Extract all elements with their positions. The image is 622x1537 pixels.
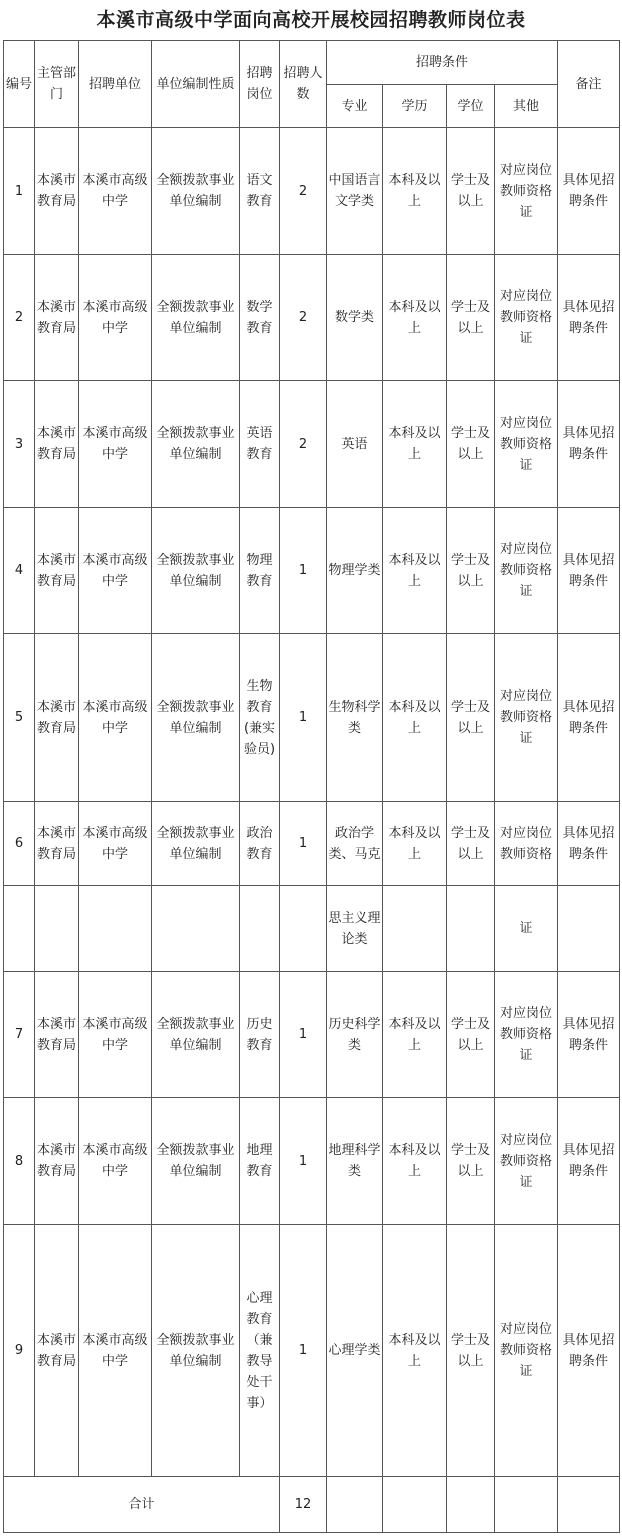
cell-dept: 本溪市教育局 <box>35 1098 79 1225</box>
cell-major: 历史科学类 <box>327 972 383 1098</box>
cell-dept: 本溪市教育局 <box>35 972 79 1098</box>
cell-nature: 全额拨款事业单位编制 <box>152 634 240 802</box>
table-row <box>4 381 620 508</box>
cell-post: 历史教育 <box>240 972 280 1098</box>
cell-unit: 本溪市高级中学 <box>79 802 152 886</box>
cell-dept: 本溪市教育局 <box>35 128 79 255</box>
cell-nature: 全额拨款事业单位编制 <box>152 255 240 381</box>
cell-count: 1 <box>280 634 327 802</box>
table-row <box>4 255 620 381</box>
cell-count: 1 <box>280 972 327 1098</box>
table-row <box>4 1225 620 1477</box>
cell-dept: 本溪市教育局 <box>35 1225 79 1477</box>
cell-post: 数学教育 <box>240 255 280 381</box>
cell-unit: 本溪市高级中学 <box>79 1225 152 1477</box>
cell-education: 本科及以上 <box>383 255 447 381</box>
empty-cell <box>383 1477 447 1533</box>
cell-education: 本科及以上 <box>383 1098 447 1225</box>
cell-major: 生物科学类 <box>327 634 383 802</box>
cell-nature: 全额拨款事业单位编制 <box>152 802 240 886</box>
cell-degree <box>447 886 495 972</box>
table-row <box>4 508 620 634</box>
cell-degree: 学士及以上 <box>447 1098 495 1225</box>
cell-dept: 本溪市教育局 <box>35 508 79 634</box>
cell-degree: 学士及以上 <box>447 381 495 508</box>
cell-education: 本科及以上 <box>383 972 447 1098</box>
cell-dept: 本溪市教育局 <box>35 255 79 381</box>
cell-count: 2 <box>280 381 327 508</box>
header-row <box>4 41 620 85</box>
cell-no: 6 <box>4 802 35 886</box>
cell-degree: 学士及以上 <box>447 802 495 886</box>
cell-no <box>4 886 35 972</box>
table-row <box>4 1098 620 1225</box>
header-no: 编号 <box>4 41 35 128</box>
empty-cell <box>327 1477 383 1533</box>
header-conditions: 招聘条件 <box>327 41 558 85</box>
cell-no: 5 <box>4 634 35 802</box>
cell-dept <box>35 886 79 972</box>
total-count: 12 <box>280 1477 327 1533</box>
cell-no: 4 <box>4 508 35 634</box>
cell-degree: 学士及以上 <box>447 634 495 802</box>
cell-no: 1 <box>4 128 35 255</box>
header-education: 学历 <box>383 85 447 128</box>
header-remark: 备注 <box>558 41 620 128</box>
cell-no: 2 <box>4 255 35 381</box>
cell-education: 本科及以上 <box>383 802 447 886</box>
page-title: 本溪市高级中学面向高校开展校园招聘教师岗位表 <box>96 9 526 31</box>
header-count: 招聘人数 <box>280 41 327 128</box>
total-row <box>4 1477 620 1533</box>
cell-unit <box>79 886 152 972</box>
cell-remark: 具体见招聘条件 <box>558 802 620 886</box>
cell-degree: 学士及以上 <box>447 508 495 634</box>
cell-post: 地理教育 <box>240 1098 280 1225</box>
cell-degree: 学士及以上 <box>447 128 495 255</box>
table-row <box>4 128 620 255</box>
cell-post: 物理教育 <box>240 508 280 634</box>
cell-dept: 本溪市教育局 <box>35 634 79 802</box>
cell-remark: 具体见招聘条件 <box>558 255 620 381</box>
cell-post: 政治教育 <box>240 802 280 886</box>
cell-major: 中国语言文学类 <box>327 128 383 255</box>
table-row <box>4 886 620 972</box>
cell-count: 2 <box>280 128 327 255</box>
cell-major: 英语 <box>327 381 383 508</box>
cell-major: 心理学类 <box>327 1225 383 1477</box>
header-degree: 学位 <box>447 85 495 128</box>
cell-nature: 全额拨款事业单位编制 <box>152 1225 240 1477</box>
cell-no: 9 <box>4 1225 35 1477</box>
cell-unit: 本溪市高级中学 <box>79 508 152 634</box>
cell-count: 2 <box>280 255 327 381</box>
header-unit: 招聘单位 <box>79 41 152 128</box>
cell-count <box>280 886 327 972</box>
cell-degree: 学士及以上 <box>447 1225 495 1477</box>
cell-major: 数学类 <box>327 255 383 381</box>
cell-post: 生物教育(兼实验员) <box>240 634 280 802</box>
cell-remark <box>558 886 620 972</box>
cell-other: 对应岗位教师资格证 <box>495 508 558 634</box>
header-other: 其他 <box>495 85 558 128</box>
cell-education: 本科及以上 <box>383 381 447 508</box>
cell-major: 政治学类、马克 <box>327 802 383 886</box>
cell-no: 8 <box>4 1098 35 1225</box>
cell-nature: 全额拨款事业单位编制 <box>152 972 240 1098</box>
cell-other: 对应岗位教师资格证 <box>495 381 558 508</box>
cell-nature: 全额拨款事业单位编制 <box>152 1098 240 1225</box>
cell-other: 对应岗位教师资格 <box>495 802 558 886</box>
cell-nature: 全额拨款事业单位编制 <box>152 508 240 634</box>
header-nature: 单位编制性质 <box>152 41 240 128</box>
cell-other: 对应岗位教师资格证 <box>495 255 558 381</box>
cell-count: 1 <box>280 1098 327 1225</box>
cell-other: 对应岗位教师资格证 <box>495 972 558 1098</box>
cell-remark: 具体见招聘条件 <box>558 972 620 1098</box>
total-label: 合计 <box>4 1477 280 1533</box>
cell-remark: 具体见招聘条件 <box>558 634 620 802</box>
cell-remark: 具体见招聘条件 <box>558 1225 620 1477</box>
cell-unit: 本溪市高级中学 <box>79 972 152 1098</box>
header-major: 专业 <box>327 85 383 128</box>
cell-remark: 具体见招聘条件 <box>558 1098 620 1225</box>
cell-nature: 全额拨款事业单位编制 <box>152 128 240 255</box>
cell-major: 思主义理论类 <box>327 886 383 972</box>
cell-unit: 本溪市高级中学 <box>79 634 152 802</box>
recruitment-table <box>3 40 620 1533</box>
cell-education: 本科及以上 <box>383 508 447 634</box>
cell-education <box>383 886 447 972</box>
cell-major: 地理科学类 <box>327 1098 383 1225</box>
cell-unit: 本溪市高级中学 <box>79 255 152 381</box>
header-dept: 主管部门 <box>35 41 79 128</box>
cell-nature <box>152 886 240 972</box>
cell-no: 3 <box>4 381 35 508</box>
cell-degree: 学士及以上 <box>447 255 495 381</box>
cell-remark: 具体见招聘条件 <box>558 508 620 634</box>
empty-cell <box>495 1477 558 1533</box>
cell-unit: 本溪市高级中学 <box>79 381 152 508</box>
cell-major: 物理学类 <box>327 508 383 634</box>
cell-post <box>240 886 280 972</box>
cell-count: 1 <box>280 508 327 634</box>
cell-education: 本科及以上 <box>383 128 447 255</box>
table-row <box>4 802 620 886</box>
cell-dept: 本溪市教育局 <box>35 802 79 886</box>
cell-other: 证 <box>495 886 558 972</box>
cell-degree: 学士及以上 <box>447 972 495 1098</box>
cell-other: 对应岗位教师资格证 <box>495 1225 558 1477</box>
cell-unit: 本溪市高级中学 <box>79 128 152 255</box>
cell-other: 对应岗位教师资格证 <box>495 1098 558 1225</box>
cell-count: 1 <box>280 802 327 886</box>
cell-dept: 本溪市教育局 <box>35 381 79 508</box>
cell-post: 语文教育 <box>240 128 280 255</box>
table-row <box>4 972 620 1098</box>
cell-education: 本科及以上 <box>383 1225 447 1477</box>
cell-other: 对应岗位教师资格证 <box>495 634 558 802</box>
cell-remark: 具体见招聘条件 <box>558 128 620 255</box>
empty-cell <box>558 1477 620 1533</box>
cell-post: 英语教育 <box>240 381 280 508</box>
table-row <box>4 634 620 802</box>
cell-remark: 具体见招聘条件 <box>558 381 620 508</box>
cell-nature: 全额拨款事业单位编制 <box>152 381 240 508</box>
cell-other: 对应岗位教师资格证 <box>495 128 558 255</box>
cell-unit: 本溪市高级中学 <box>79 1098 152 1225</box>
cell-education: 本科及以上 <box>383 634 447 802</box>
empty-cell <box>447 1477 495 1533</box>
cell-no: 7 <box>4 972 35 1098</box>
header-post: 招聘岗位 <box>240 41 280 128</box>
cell-post: 心理教育（兼教导处干事） <box>240 1225 280 1477</box>
cell-count: 1 <box>280 1225 327 1477</box>
